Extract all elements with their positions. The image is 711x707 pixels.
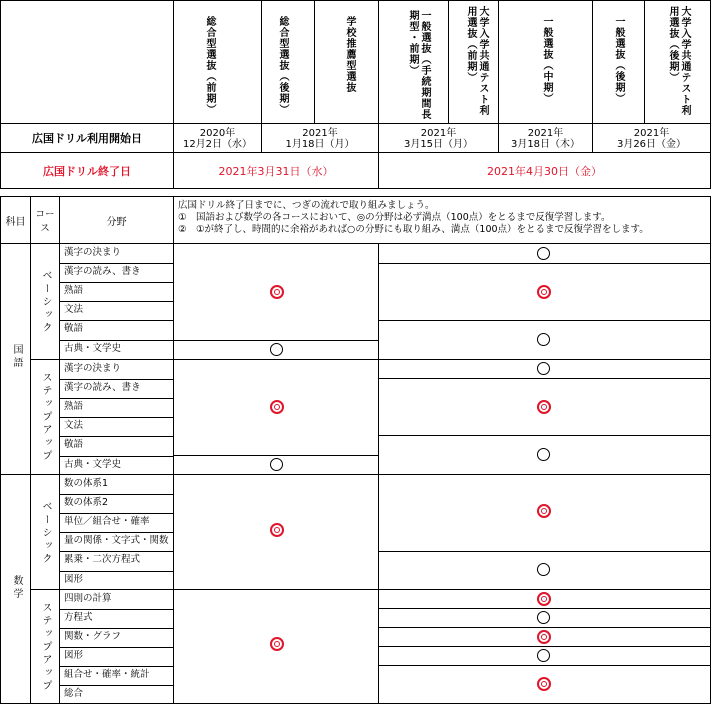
field-name: 累乗・二次方程式 — [64, 554, 141, 565]
field-name: 数の体系1 — [64, 478, 109, 489]
instruction-line-1: 広国ドリル終了日までに、つぎの流れで取り組みましょう。 — [178, 200, 435, 211]
col-head-field: 分野 — [59, 196, 174, 244]
course-math-basic: ベーシック — [40, 501, 51, 566]
circle-icon — [270, 343, 283, 356]
field-name: 関数・グラフ — [64, 631, 122, 642]
field-name: 図形 — [64, 650, 84, 661]
field-name: 総合 — [64, 688, 84, 699]
field-name: 方程式 — [64, 612, 93, 623]
end-date-1: 2021年3月31日（水） — [173, 152, 379, 189]
start-date-2: 2021年 1月18日（月） — [285, 128, 355, 150]
field-name: 量の関係・文字式・関数 — [64, 535, 169, 546]
double-circle-icon — [270, 400, 284, 414]
start-date-1: 2020年 12月2日（水） — [182, 128, 253, 150]
field-name: 文法 — [64, 304, 84, 315]
field-name: 文法 — [64, 420, 84, 431]
course-japanese-stepup-cell — [30, 359, 60, 475]
subject-japanese: 国語 — [11, 344, 22, 370]
field-name: 漢字の読み、書き — [64, 382, 141, 393]
double-circle-icon — [537, 592, 551, 606]
instructions — [173, 196, 711, 244]
field-name: 四則の計算 — [64, 593, 112, 604]
course-japanese-basic: ベーシック — [40, 270, 51, 335]
field-name: 熟語 — [64, 285, 84, 296]
circle-icon — [537, 362, 550, 375]
field-name: 古典・文学史 — [64, 459, 122, 470]
start-date-4: 2021年 3月18日（木） — [510, 128, 581, 150]
subject-math: 数学 — [11, 575, 22, 601]
header-blank-cell — [0, 0, 174, 124]
field-name: 敬語 — [64, 323, 84, 334]
header-label-8: 大学入学共通テスト利用選抜（後期） — [667, 6, 690, 116]
end-date-label: 広国ドリル終了日 — [0, 152, 174, 189]
field-name: 敬語 — [64, 439, 84, 450]
field-name: 単位／組合せ・確率 — [64, 516, 150, 527]
header-label-2: 総合型選抜（後期） — [277, 16, 288, 115]
double-circle-icon — [537, 400, 551, 414]
circle-icon — [537, 611, 550, 624]
circle-icon — [537, 563, 550, 576]
field-name: 数の体系2 — [64, 497, 109, 508]
course-math-stepup: ステップアップ — [40, 602, 51, 693]
field-name: 図形 — [64, 574, 84, 585]
header-label-5: 大学入学共通テスト利用選抜（前期） — [465, 6, 488, 116]
field-name: 漢字の読み、書き — [64, 266, 141, 277]
course-math-basic-cell — [30, 474, 60, 590]
field-name: 組合せ・確率・統計 — [64, 669, 150, 680]
course-math-stepup-cell — [30, 589, 60, 704]
instruction-line-2: ① 国語および数学の各コースにおいて、◎の分野は必ず満点（100点）をとるまで反復学習します。 — [178, 212, 611, 223]
course-japanese-basic-cell — [30, 243, 60, 360]
circle-icon — [537, 448, 550, 461]
header-col-2 — [261, 0, 315, 124]
start-date-5: 2021年 3月26日（金） — [616, 128, 687, 150]
fields-jp-stepup — [59, 359, 174, 475]
col-head-course: コース — [30, 196, 60, 244]
header-label-4: 一般選抜（手続期間長期型・前期） — [407, 10, 430, 120]
start-date-3: 2021年 3月15日（月） — [403, 128, 474, 150]
double-circle-icon — [537, 677, 551, 691]
circle-icon — [537, 649, 550, 662]
end-date-2: 2021年4月30日（金） — [378, 152, 711, 189]
subject-japanese-cell — [0, 243, 31, 475]
course-japanese-stepup: ステップアップ — [40, 372, 51, 463]
fields-jp-basic — [59, 243, 174, 360]
double-circle-icon — [270, 637, 284, 651]
double-circle-icon — [537, 504, 551, 518]
circle-icon — [537, 333, 550, 346]
header-label-6: 一般選抜（中期） — [541, 16, 552, 104]
subject-math-cell — [0, 474, 31, 704]
header-col-1 — [173, 0, 262, 124]
header-label-3: 学校推薦型選抜 — [344, 16, 355, 93]
instruction-line-3: ② ①が終了し、時間的に余裕があれば○の分野にも取り組み、満点（100点）をとるまで反復学習をします。 — [178, 224, 649, 235]
field-name: 漢字の決まり — [64, 247, 122, 258]
fields-math-stepup — [59, 589, 174, 704]
fields-math-basic — [59, 474, 174, 590]
header-label-7: 一般選抜（後期） — [613, 16, 624, 104]
double-circle-icon — [537, 630, 551, 644]
double-circle-icon — [537, 285, 551, 299]
start-date-label: 広国ドリル利用開始日 — [0, 123, 174, 153]
circle-icon — [537, 247, 550, 260]
field-name: 漢字の決まり — [64, 363, 122, 374]
col-head-subject: 科目 — [0, 196, 31, 244]
header-label-1: 総合型選抜（前期） — [204, 16, 215, 115]
double-circle-icon — [270, 523, 284, 537]
field-name: 熟語 — [64, 401, 84, 412]
field-name: 古典・文学史 — [64, 343, 122, 354]
circle-icon — [270, 458, 283, 471]
double-circle-icon — [270, 285, 284, 299]
